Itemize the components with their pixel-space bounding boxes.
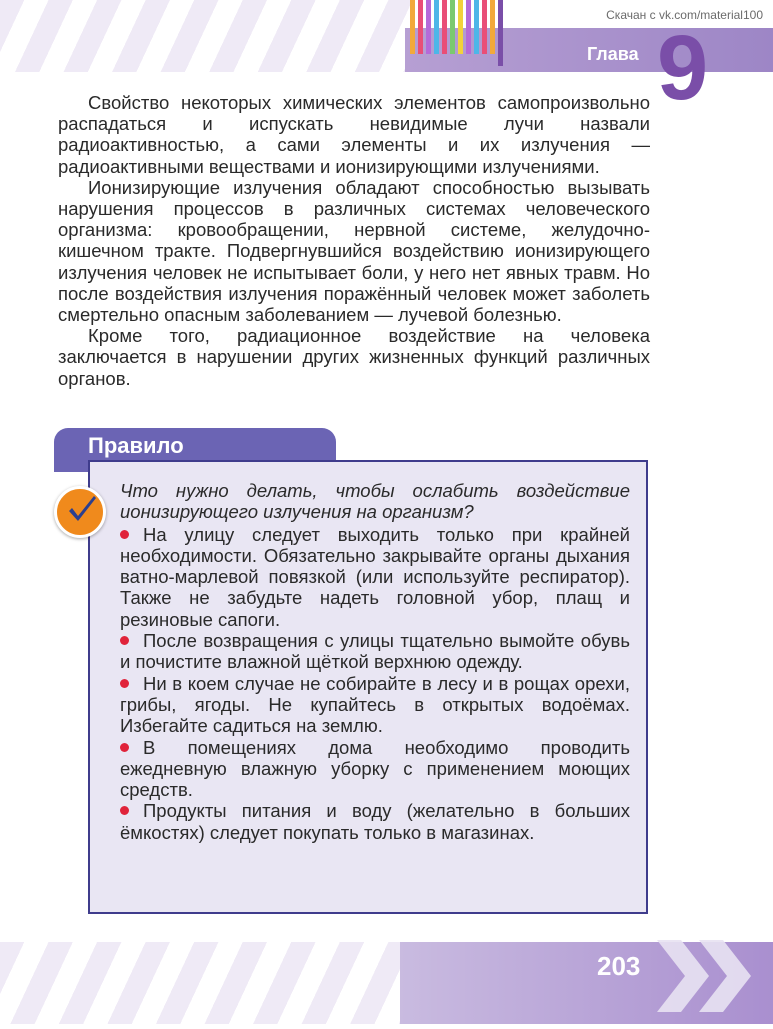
list-item-text: На улицу следует выходить только при крайней необходимости. Обязательно закрывайте органы дыхания ватно-марлевой повязкой (или используйте респиратор). Также не забудьте надеть головной убор, плащ и резиновые сапоги. xyxy=(120,523,630,630)
list-item xyxy=(120,800,630,843)
list-item xyxy=(120,524,630,630)
list-item xyxy=(120,737,630,801)
checkmark-icon xyxy=(54,486,106,538)
list-item xyxy=(120,630,630,673)
list-item-text: Продукты питания и воду (желательно в больших ёмкостях) следует покупать только в магазинах. xyxy=(120,800,630,843)
color-bar xyxy=(450,0,455,54)
color-bar xyxy=(466,0,471,54)
rule-list xyxy=(120,524,630,843)
paragraph: Ионизирующие излучения обладают способностью вызывать нарушения процессов в различных системах человеческого организма: кровообращении, нервной системе, желудочно-кишечном тракте. Подвергнувшийся воздействию ионизирующего излучения человек не испытывает боли, у него нет явных травм. Но после воздействия излучения поражённый человек может заболеть смертельно опасным заболеванием — лучевой болезнью. xyxy=(58,176,650,326)
chapter-label: Глава xyxy=(587,44,639,64)
color-bar xyxy=(410,0,415,54)
main-text xyxy=(58,92,650,389)
rule-content xyxy=(120,480,630,843)
bullet-icon xyxy=(120,636,129,645)
paragraph: Кроме того, радиационное воздействие на человека заключается в нарушении других жизненных функций различных органов. xyxy=(58,325,650,389)
bullet-icon xyxy=(120,530,129,539)
color-bar xyxy=(458,0,463,54)
next-page-chevrons-icon[interactable] xyxy=(653,928,765,1029)
footer-stripes-decoration xyxy=(0,942,420,1024)
bullet-icon xyxy=(120,743,129,752)
list-item-text: После возвращения с улицы тщательно вымойте обувь и почистите влажной щёткой верхнюю одежду. xyxy=(120,630,630,673)
watermark: Скачан с vk.com/material100 xyxy=(606,8,763,22)
paragraph: Свойство некоторых химических элементов самопроизвольно распадаться и испускать невидимые лучи назвали радиоактивностью, а сами элементы и их излучения — радиоактивными веществами и ионизирующими излучениями. xyxy=(58,92,650,177)
page-number: 203 xyxy=(597,951,641,981)
color-bar xyxy=(498,0,503,66)
list-item xyxy=(120,673,630,737)
rule-title: Правило xyxy=(88,433,184,458)
bullet-icon xyxy=(120,679,129,688)
color-bar xyxy=(426,0,431,54)
header-stripes-decoration xyxy=(0,0,420,72)
color-bar xyxy=(482,0,487,54)
list-item-text: Ни в коем случае не собирайте в лесу и в рощах орехи, грибы, ягоды. Не купайтесь в открытых водоёмах. Избегайте садиться на землю. xyxy=(120,672,630,737)
list-item-text: В помещениях дома необходимо проводить ежедневную влажную уборку с применением моющих средств. xyxy=(120,736,630,801)
color-bar xyxy=(434,0,439,54)
color-bar xyxy=(490,0,495,54)
color-bar xyxy=(418,0,423,54)
chapter-number: 9 xyxy=(657,17,707,119)
color-bars-decoration xyxy=(410,0,503,60)
color-bar xyxy=(442,0,447,54)
rule-question: Что нужно делать, чтобы ослабить воздействие ионизирующего излучения на организм? xyxy=(120,480,630,523)
color-bar xyxy=(474,0,479,54)
bullet-icon xyxy=(120,806,129,815)
